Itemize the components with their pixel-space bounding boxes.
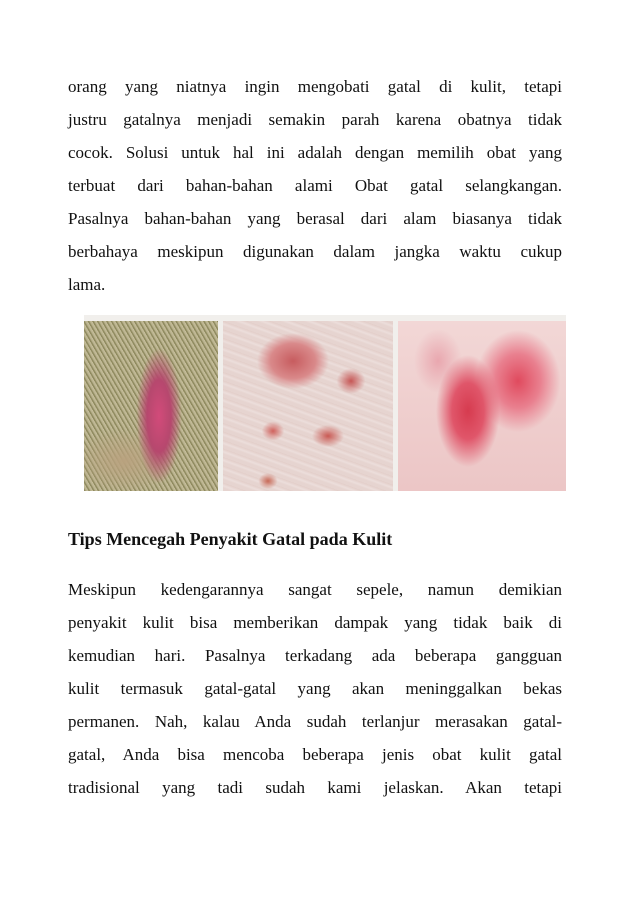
text-line: lama. xyxy=(68,275,106,294)
text-line: kemudian hari. Pasalnya terkadang ada beberapa gangguan xyxy=(68,646,562,665)
text-line: permanen. Nah, kalau Anda sudah terlanjur merasakan gatal- xyxy=(68,712,562,731)
text-line: kulit termasuk gatal-gatal yang akan meninggalkan bekas xyxy=(68,679,562,698)
skin-rash-photo-3 xyxy=(398,321,566,491)
skin-rash-photo-2 xyxy=(223,321,393,491)
text-line: cocok. Solusi untuk hal ini adalah dengan memilih obat yang xyxy=(68,143,562,162)
text-line: terbuat dari bahan-bahan alami Obat gatal selangkangan. xyxy=(68,176,562,195)
text-line: Pasalnya bahan-bahan yang berasal dari alam biasanya tidak xyxy=(68,209,562,228)
text-line: Meskipun kedengarannya sangat sepele, namun demikian xyxy=(68,580,562,599)
text-line: orang yang niatnya ingin mengobati gatal di kulit, tetapi xyxy=(68,77,562,96)
text-line: gatal, Anda bisa mencoba beberapa jenis obat kulit gatal xyxy=(68,745,562,764)
text-line: tradisional yang tadi sudah kami jelaskan. Akan tetapi xyxy=(68,778,562,797)
text-line: justru gatalnya menjadi semakin parah karena obatnya tidak xyxy=(68,110,562,129)
text-line: berbahaya meskipun digunakan dalam jangka waktu cukup xyxy=(68,242,562,261)
paragraph-2 xyxy=(68,573,562,804)
section-heading: Tips Mencegah Penyakit Gatal pada Kulit xyxy=(68,529,393,549)
text-line: penyakit kulit bisa memberikan dampak yang tidak baik di xyxy=(68,613,562,632)
skin-rash-photo-1 xyxy=(84,321,218,491)
paragraph-1 xyxy=(68,70,562,301)
document-page xyxy=(68,70,562,804)
skin-rash-figure xyxy=(84,315,566,491)
